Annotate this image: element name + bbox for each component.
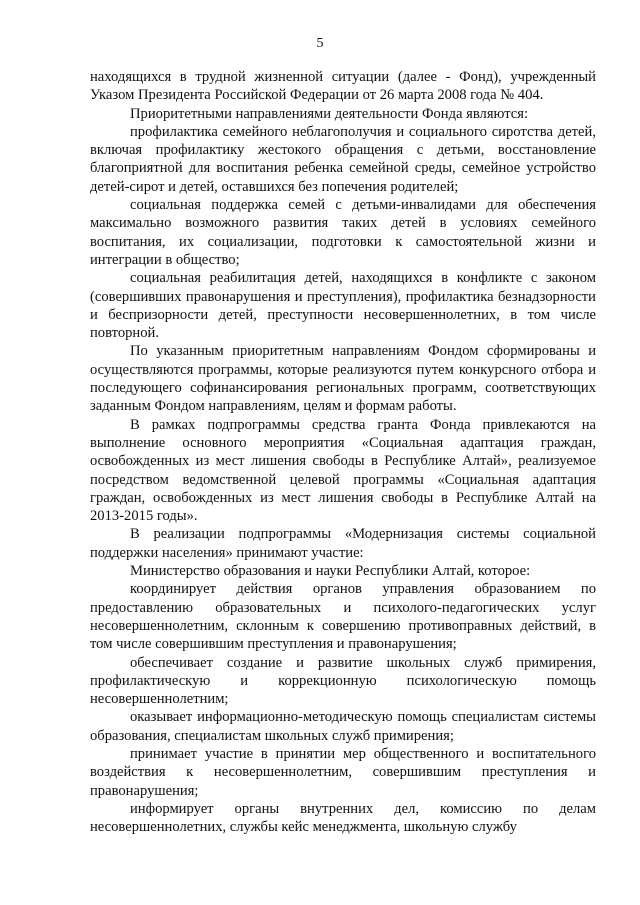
- paragraph-participants-intro: В реализации подпрограммы «Модернизация системы социальной поддержки населения» принимают участие:: [90, 526, 596, 561]
- paragraph-coordinates: координирует действия органов управления образованием по предоставлению образовательных и психолого-педагогических услуг несовершеннолетним, склонным к совершению противоправных действий, в том числе совершившим преступления и правонарушения;: [90, 581, 596, 653]
- paragraph-ministry: Министерство образования и науки Республики Алтай, которое:: [130, 563, 531, 580]
- paragraph-mediation-services: обеспечивает создание и развитие школьных служб примирения, профилактическую и коррекционную психологическую помощь несовершеннолетним;: [90, 654, 596, 708]
- paragraph-informs: информирует органы внутренних дел, комиссию по делам несовершеннолетних, службы кейс менеджмента, школьную службу: [90, 800, 596, 836]
- paragraph-grant: В рамках подпрограммы средства гранта Фонда привлекаются на выполнение основного мероприятия «Социальная адаптация граждан, освобожденных из мест лишения свободы в Республике Алтай», реализуемое посредством ведомственной целевой программы «Социальная адаптация граждан, освобожденных из мест лишения свободы в Республике Алтай на 2013-2015 годы».: [90, 416, 596, 525]
- paragraph-methodical-help: оказывает информационно-методическую помощь специалистам системы образования, специалистам школьных служб примирения;: [90, 709, 596, 744]
- paragraph-programs: По указанным приоритетным направлениям Фондом сформированы и осуществляются программы, которые реализуются путем конкурсного отбора и последующего софинансирования региональных программ, соответствующих заданным Фондом направлениям, целям и формам работы.: [90, 343, 596, 415]
- paragraph-measures: принимает участие в принятии мер общественного и воспитательного воздействия к несовершеннолетним, совершившим преступления и правонарушения;: [90, 745, 596, 799]
- paragraph-priority-rehabilitation: социальная реабилитация детей, находящихся в конфликте с законом (совершивших правонарушения и преступления), профилактика безнадзорности и беспризорности детей, преступности несовершеннолетних, в том числе повторной.: [90, 270, 596, 342]
- page-number: 5: [316, 36, 324, 51]
- paragraph-priority-prevention: профилактика семейного неблагополучия и социального сиротства детей, включая профилактику жестокого обращения с детьми, восстановление благоприятной для воспитания ребенка семейной среды, семейное устройство детей-сирот и детей, оставшихся без попечения родителей;: [90, 123, 596, 195]
- paragraph-priority-disabled-support: социальная поддержка семей с детьми-инвалидами для обеспечения максимально возможного развития таких детей в условиях семейного воспитания, их социализации, подготовки к самостоятельной жизни и интеграции в общество;: [90, 197, 596, 268]
- paragraph-priorities-intro: Приоритетными направлениями деятельности Фонда являются:: [130, 105, 529, 122]
- paragraph-continuation: находящихся в трудной жизненной ситуации (далее - Фонд), учрежденный Указом Президента Российской Федерации от 26 марта 2008 года № 404.: [90, 69, 596, 104]
- document-body: [90, 68, 596, 836]
